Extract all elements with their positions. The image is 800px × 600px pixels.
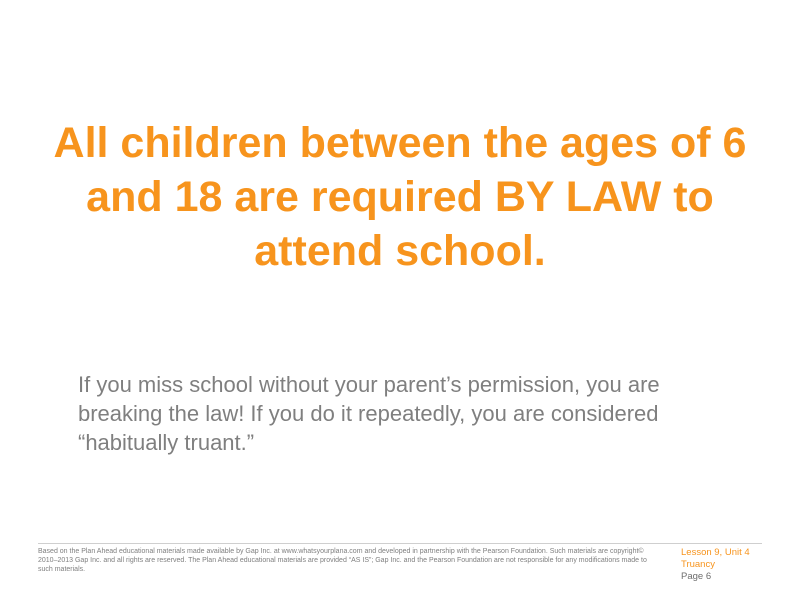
footer-divider (38, 543, 762, 544)
slide-headline: All children between the ages of 6 and 18 are required BY LAW to attend school. (53, 119, 747, 275)
footer-disclaimer: Based on the Plan Ahead educational materials made available by Gap Inc. at www.whatsyourplana.com and developed in partnership with the Pearson Foundation. Such materials are copyright© 2010–2013 Gap Inc. and all rights are reserved. The Plan Ahead educational materials are provided “AS IS”; Gap Inc. and the Pearson Foundation are not responsible for any modifications made to such materials. (38, 548, 647, 573)
footer-topic-label: Truancy (681, 559, 715, 570)
slide-body-text: If you miss school without your parent’s permission, you are breaking the law! If you do it repeatedly, you are considered “habitually truant.” (78, 372, 660, 455)
footer-lesson-label: Lesson 9, Unit 4 (681, 547, 750, 558)
footer-page-number: Page 6 (681, 571, 712, 582)
footer-lesson-info (681, 547, 781, 583)
